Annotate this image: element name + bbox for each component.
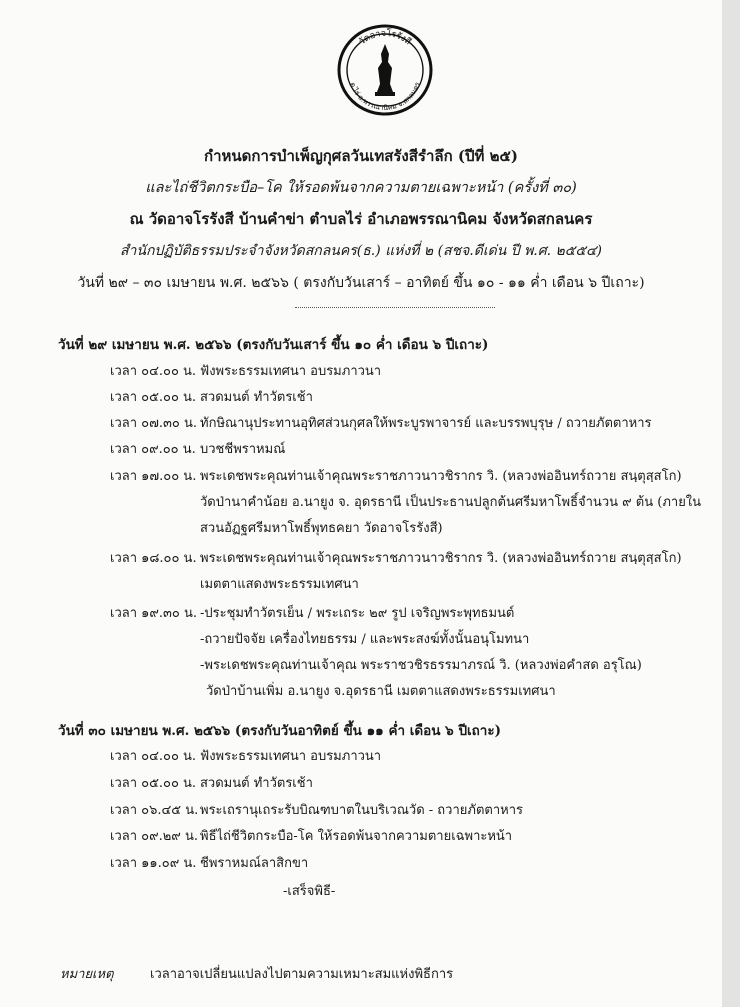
day2-activity: ฟังพระธรรมเทศนา อบรมภาวนา	[200, 749, 382, 764]
day2-time: เวลา ๑๑.๐๙ น.	[110, 856, 197, 871]
temple-seal-logo	[335, 22, 435, 118]
day1-time: เวลา ๐๕.๐๐ น.	[110, 390, 197, 405]
day1-activity: ทักษิณานุประทานอุทิศส่วนกุศลให้พระบูรพาจารย์ และบรรพบุรุษ / ถวายภัตตาหาร	[200, 416, 652, 431]
note-text: เวลาอาจเปลี่ยนแปลงไปตามความเหมาะสมแห่งพิธีการ	[150, 967, 454, 982]
day1-activity-cont: วัดป่าบ้านเพิ่ม อ.นายูง จ.อุดรธานี เมตตาแสดงพระธรรมเทศนา	[206, 684, 556, 699]
dotted-divider	[295, 307, 495, 308]
day2-time: เวลา ๐๔.๐๐ น.	[110, 749, 197, 764]
day1-activity: พระเดชพระคุณท่านเจ้าคุณพระราชภาวนาวชิรากร วิ. (หลวงพ่ออินทร์ถวาย สนฺตุสฺสโก)	[200, 551, 682, 566]
day1-activity-cont: เมตตาแสดงพระธรรมเทศนา	[200, 577, 359, 592]
day1-time: เวลา ๑๗.๐๐ น.	[110, 469, 197, 484]
day2-activity: สวดมนต์ ทำวัตรเช้า	[200, 776, 313, 791]
day1-time: เวลา ๐๔.๐๐ น.	[110, 364, 197, 379]
organization-line: สำนักปฏิบัติธรรมประจำจังหวัดสกลนคร(ธ.) แห่งที่ ๒ (สชจ.ดีเด่น ปี พ.ศ. ๒๕๕๔)	[119, 243, 603, 259]
day2-heading: วันที่ ๓๐ เมษายน พ.ศ. ๒๕๖๖ (ตรงกับวันอาทิตย์ ขึ้น ๑๑ ค่ำ เดือน ๖ ปีเถาะ)	[58, 723, 502, 739]
note-label: หมายเหตุ	[60, 967, 114, 982]
day1-time: เวลา ๑๙.๓๐ น.	[110, 606, 198, 621]
day1-time: เวลา ๐๗.๓๐ น.	[110, 416, 197, 431]
day1-heading: วันที่ ๒๙ เมษายน พ.ศ. ๒๕๖๖ (ตรงกับวันเสาร์ ขึ้น ๑๐ ค่ำ เดือน ๖ ปีเถาะ)	[58, 337, 489, 353]
svg-text:ต.ไร่ อ.พรรณานิคม จ.สกลนคร: ต.ไร่ อ.พรรณานิคม จ.สกลนคร	[348, 81, 422, 113]
day1-activity: สวดมนต์ ทำวัตรเช้า	[200, 390, 313, 405]
schedule-subtitle: และไถ่ชีวิตกระบือ–โค ให้รอดพ้นจากความตายเฉพาะหน้า (ครั้งที่ ๓๐)	[145, 180, 577, 196]
day2-time: เวลา ๐๕.๐๐ น.	[110, 776, 197, 791]
day1-activity-cont: วัดป่านาคำน้อย อ.นายูง จ. อุดรธานี เป็นประธานปลูกต้นศรีมหาโพธิ์จำนวน ๙ ต้น (ภายใน	[200, 495, 702, 510]
day1-activity-cont: สวนอัฏฐศรีมหาโพธิ์พุทธคยา วัดอาจโรรังสี)	[200, 521, 443, 536]
day1-activity-cont: -พระเดชพระคุณท่านเจ้าคุณ พระราชวชิรธรรมาภรณ์ วิ. (หลวงพ่อคำสด อรุโณ)	[200, 658, 642, 673]
day1-activity-cont: -ถวายปัจจัย เครื่องไทยธรรม / และพระสงฆ์ทั้งนั้นอนุโมทนา	[200, 632, 530, 647]
background-edge	[722, 0, 740, 1007]
day2-activity: ชีพราหมณ์ลาสิกขา	[200, 856, 309, 871]
day1-activity: ฟังพระธรรมเทศนา อบรมภาวนา	[200, 364, 382, 379]
day1-activity: -ประชุมทำวัตรเย็น / พระเถระ ๒๙ รูป เจริญพระพุทธมนต์	[200, 606, 515, 621]
ceremony-end-text: -เสร็จพิธี-	[283, 884, 336, 899]
day2-activity: พิธีไถ่ชีวิตกระบือ-โค ให้รอดพ้นจากความตายเฉพาะหน้า	[200, 829, 513, 844]
day2-time: เวลา ๐๙.๒๙ น.	[110, 829, 198, 844]
svg-text:วัดอาจโรรังสี: วัดอาจโรรังสี	[357, 28, 413, 48]
day1-activity: บวชชีพราหมณ์	[200, 442, 286, 457]
day1-time: เวลา ๐๙.๐๐ น.	[110, 442, 196, 457]
day2-time: เวลา ๐๖.๔๕ น.	[110, 803, 199, 818]
day1-activity: พระเดชพระคุณท่านเจ้าคุณพระราชภาวนาวชิรากร วิ. (หลวงพ่ออินทร์ถวาย สนฺตุสฺสโก)	[200, 469, 682, 484]
day1-time: เวลา ๑๘.๐๐ น.	[110, 551, 197, 566]
venue-line: ณ วัดอาจโรรังสี บ้านคำข่า ตำบลไร่ อำเภอพรรณานิคม จังหวัดสกลนคร	[129, 210, 593, 228]
schedule-title: กำหนดการบำเพ็ญกุศลวันเทสรังสีรำลึก (ปีที่ ๒๕)	[204, 147, 518, 165]
date-range-line: วันที่ ๒๙ – ๓๐ เมษายน พ.ศ. ๒๕๖๖ ( ตรงกับวันเสาร์ – อาทิตย์ ขึ้น ๑๐ - ๑๑ ค่ำ เดือน ๖ ปีเถาะ)	[77, 275, 645, 291]
day2-activity: พระเถรานุเถระรับบิณฑบาตในบริเวณวัด - ถวายภัตตาหาร	[200, 803, 523, 818]
